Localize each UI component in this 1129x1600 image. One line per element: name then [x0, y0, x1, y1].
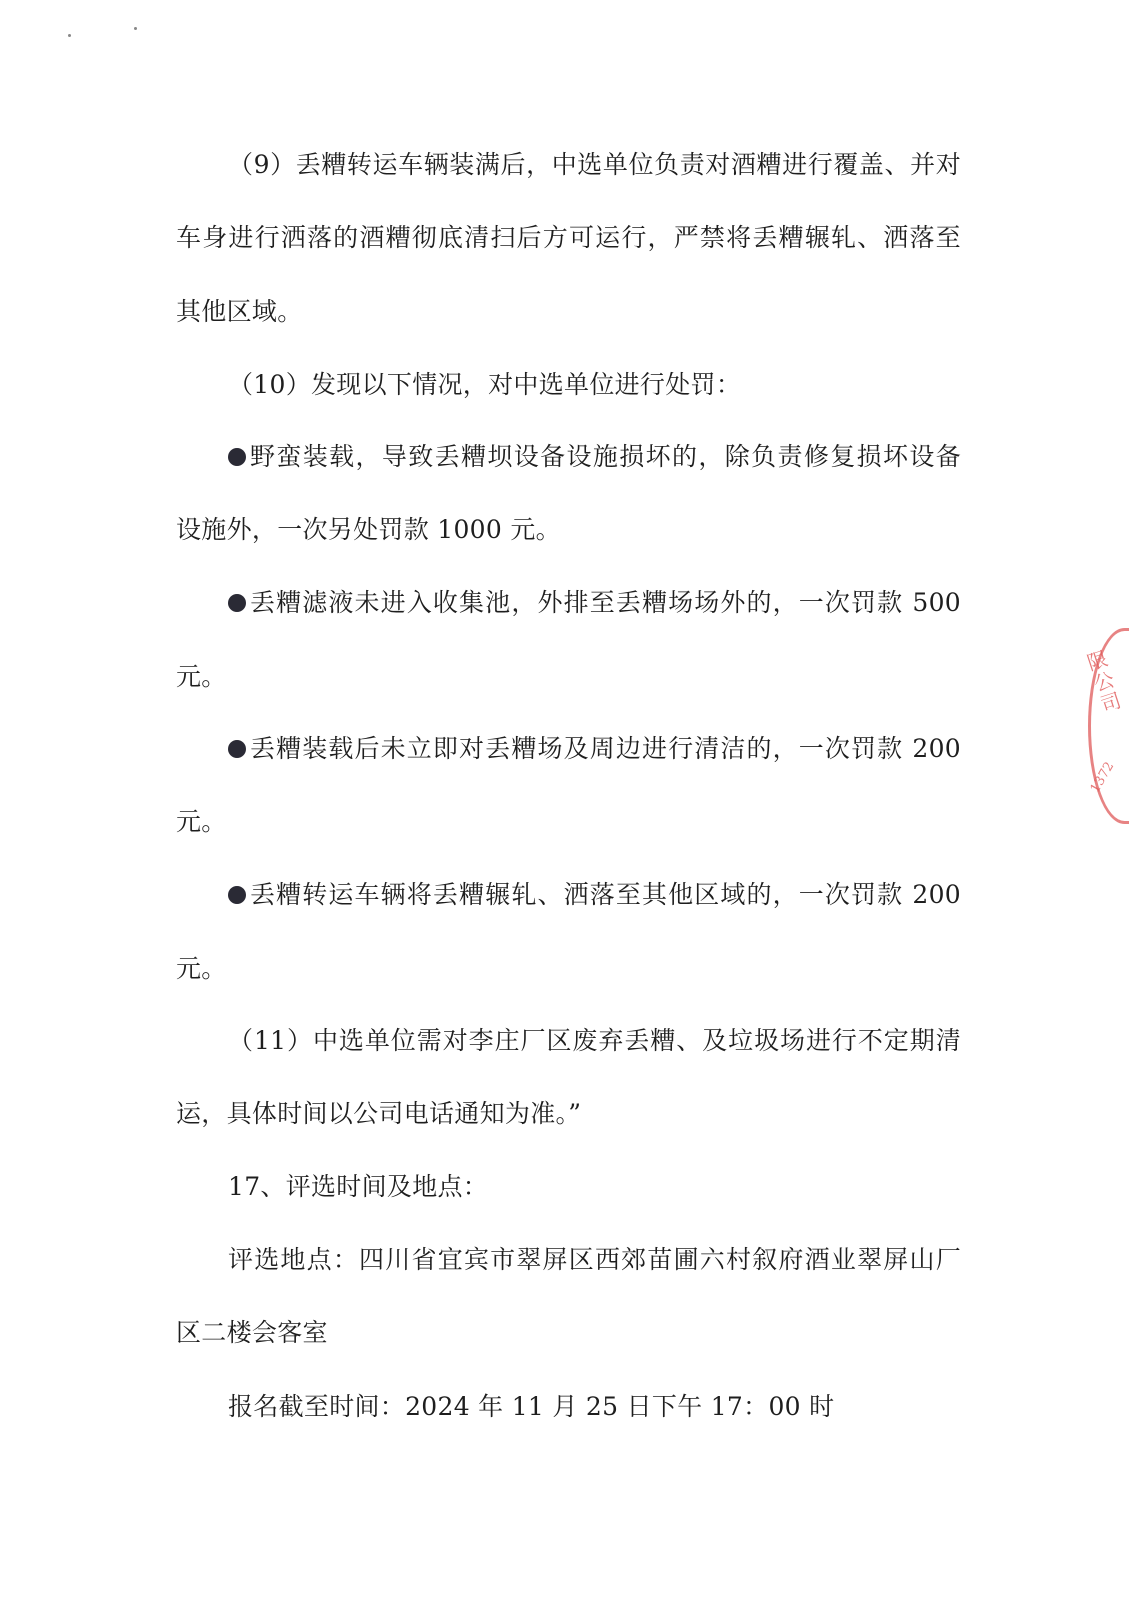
- scan-speck: [68, 34, 71, 37]
- penalty-item-1-cont: 设施外，一次另处罚款 1000 元。: [176, 515, 561, 544]
- penalty-item-4-cont: 元。: [176, 954, 227, 983]
- bullet-icon: [228, 740, 246, 758]
- seal-text: 限公司: [1084, 646, 1125, 718]
- paragraph-10-heading: （10）发现以下情况，对中选单位进行处罚：: [228, 370, 742, 399]
- penalty-item-1: [228, 441, 961, 473]
- venue-line-2: 区二楼会客室: [176, 1318, 328, 1347]
- registration-deadline: 报名截至时间：2024 年 11 月 25 日下午 17：00 时: [228, 1392, 835, 1421]
- penalty-item-1-text: 野蛮装载，导致丢糟坝设备设施损坏的，除负责修复损坏设备: [250, 442, 961, 471]
- paragraph-11-line-1: （11）中选单位需对李庄厂区废弃丢糟、及垃圾场进行不定期清: [228, 1026, 961, 1055]
- penalty-item-3: [228, 733, 961, 765]
- penalty-item-2-cont: 元。: [176, 662, 227, 691]
- penalty-item-4-text: 丢糟转运车辆将丢糟辗轧、洒落至其他区域的，一次罚款 200: [250, 880, 961, 909]
- penalty-item-3-text: 丢糟装载后未立即对丢糟场及周边进行清洁的，一次罚款 200: [250, 734, 961, 763]
- penalty-item-4: [228, 879, 961, 911]
- penalty-item-2-text: 丢糟滤液未进入收集池，外排至丢糟场场外的，一次罚款 500: [250, 588, 961, 617]
- venue-line-1: 评选地点：四川省宜宾市翠屏区西郊苗圃六村叙府酒业翠屏山厂: [228, 1245, 961, 1274]
- penalty-item-2: [228, 587, 961, 619]
- paragraph-9-line-2: 车身进行洒落的酒糟彻底清扫后方可运行，严禁将丢糟辗轧、洒落至: [176, 223, 961, 252]
- paragraph-9-line-1: （9）丢糟转运车辆装满后，中选单位负责对酒糟进行覆盖、并对: [228, 150, 961, 179]
- bullet-icon: [228, 448, 246, 466]
- section-17-heading: 17、评选时间及地点：: [228, 1172, 489, 1201]
- paragraph-9-line-3: 其他区域。: [176, 297, 303, 326]
- bullet-icon: [228, 886, 246, 904]
- penalty-item-3-cont: 元。: [176, 807, 227, 836]
- scan-speck: [134, 27, 137, 30]
- bullet-icon: [228, 594, 246, 612]
- seal-number: 1372: [1087, 759, 1118, 796]
- paragraph-11-line-2: 运，具体时间以公司电话通知为准。”: [176, 1099, 582, 1128]
